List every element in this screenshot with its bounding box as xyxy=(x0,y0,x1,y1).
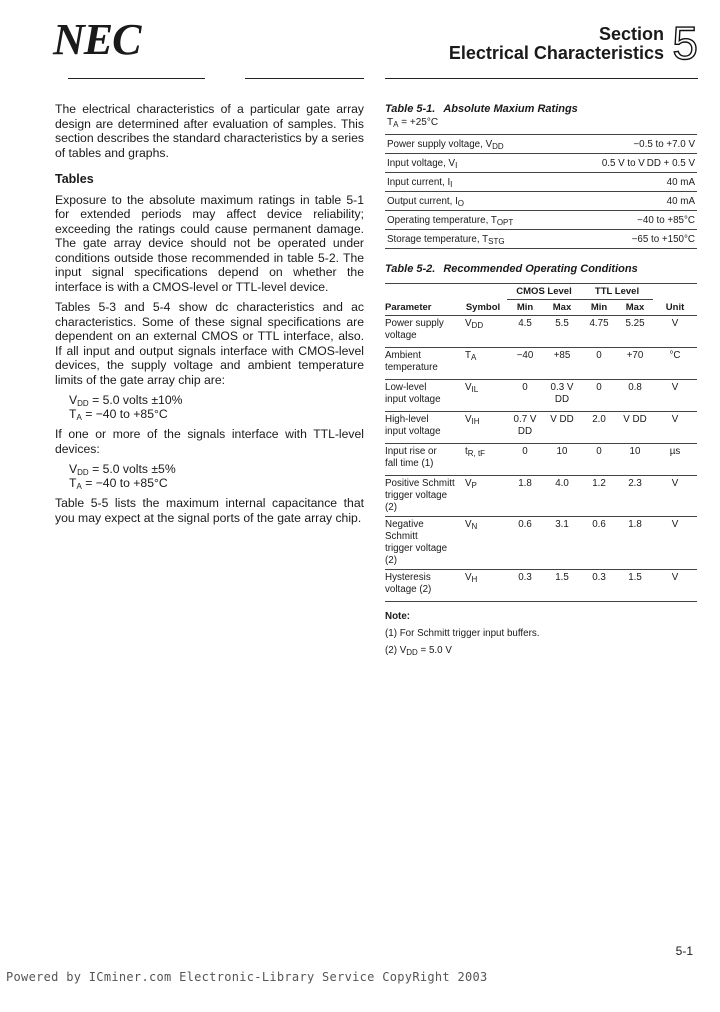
value-cell-cmin: 0 xyxy=(507,444,543,476)
value-cell-cmax: 1.5 xyxy=(543,570,581,602)
table1-row xyxy=(385,211,697,230)
value-cell-tmax: 10 xyxy=(617,444,653,476)
table2-row xyxy=(385,316,697,348)
table2-row xyxy=(385,348,697,380)
table1-condition: $T_A = +25^\circ C$ xyxy=(387,117,439,129)
paragraph-dc-ac: Tables 5-3 and 5-4 show dc characteristics and ac characteristics. Some of these signal specifications are dependent on an external CMOS or TTL interface, also. If all input and output signals interface with CMOS-level devices, the supply voltage and ambient temperature limits of the gate array chip are: xyxy=(55,300,364,387)
table2-row xyxy=(385,517,697,570)
value-cell-tmax: 1.5 xyxy=(617,570,653,602)
table1-row xyxy=(385,135,697,154)
value-cell-unit: V xyxy=(653,517,697,570)
param-cell: Power supply voltage xyxy=(385,316,459,348)
header-symbol: Symbol xyxy=(459,300,507,316)
value-cell-cmax: 0.3 V DD xyxy=(543,380,581,412)
cmos-conditions: $V_{DD} = 5.0$ volts ±10% $T_A = -40$ to +85°C xyxy=(69,393,183,422)
value-cell-cmax: 4.0 xyxy=(543,476,581,517)
section-label: Section xyxy=(598,24,664,44)
table1-caption xyxy=(385,103,697,115)
tables-heading: Tables xyxy=(55,172,94,186)
ttl-vdd: = 5.0 volts ±5% xyxy=(92,462,176,476)
paragraph-ratings: Exposure to the absolute maximum ratings in table 5-1 for extended periods may affect device reliability; exceeding the ratings could cause permanent damage. The gate array device should not be operated under conditions outside those recommended in table 5-2. The input signal specifications depend on whether the interface is with a CMOS-level or TTL-level device. xyxy=(55,192,364,294)
col-cmos-level: CMOS Level xyxy=(507,284,581,300)
param-cell: Hysteresis voltage (2) xyxy=(385,570,459,602)
value-cell-tmax: 2.3 xyxy=(617,476,653,517)
value-cell-cmin: 0.7 V DD xyxy=(507,412,543,444)
header-rule-3 xyxy=(385,78,698,79)
symbol-cell: $V_H$ xyxy=(459,570,507,602)
table1-row xyxy=(385,173,697,192)
table1-label: Input current, $I_I$ xyxy=(385,173,564,192)
value-cell-unit: V xyxy=(653,380,697,412)
header-unit: Unit xyxy=(653,300,697,316)
value-cell-tmax: 0.8 xyxy=(617,380,653,412)
value-cell-unit: V xyxy=(653,476,697,517)
param-cell: Positive Schmitt trigger voltage (2) xyxy=(385,476,459,517)
value-cell-cmax: 5.5 xyxy=(543,316,581,348)
value-cell-unit: V xyxy=(653,570,697,602)
cmos-vdd: = 5.0 volts ±10% xyxy=(92,393,183,407)
table1-value: 0.5 V to V DD + 0.5 V xyxy=(564,154,697,173)
symbol-cell: $V_{IH}$ xyxy=(459,412,507,444)
value-cell-tmin: 0 xyxy=(581,348,617,380)
value-cell-cmax: +85 xyxy=(543,348,581,380)
param-cell: Low-level input voltage xyxy=(385,380,459,412)
note-2: (2) $V_{DD} = 5.0$ V xyxy=(385,645,452,657)
table2-row xyxy=(385,412,697,444)
value-cell-unit: °C xyxy=(653,348,697,380)
header-cmos-min: Min xyxy=(507,300,543,316)
symbol-cell: $V_P$ xyxy=(459,476,507,517)
table1-label: Output current, $I_O$ xyxy=(385,192,564,211)
param-cell: Input rise or fall time (1) xyxy=(385,444,459,476)
table1-row xyxy=(385,154,697,173)
value-cell-unit: V xyxy=(653,316,697,348)
table1-row xyxy=(385,230,697,249)
section-title: Electrical Characteristics xyxy=(448,43,664,63)
table1-value: 40 mA xyxy=(564,173,697,192)
note-heading: Note: xyxy=(385,611,411,622)
symbol-cell: $V_{IL}$ xyxy=(459,380,507,412)
table2-row xyxy=(385,570,697,602)
paragraph-capacitance: Table 5-5 lists the maximum internal capacitance that you may expect at the signal ports of the gate array chip. xyxy=(55,496,364,525)
table2-caption xyxy=(385,263,697,275)
header-ttl-max: Max xyxy=(617,300,653,316)
header-cmos-max: Max xyxy=(543,300,581,316)
cmos-ta: = −40 to +85°C xyxy=(85,407,168,421)
value-cell-tmax: +70 xyxy=(617,348,653,380)
intro-paragraph: The electrical characteristics of a particular gate array design are determined after evaluation of samples. This section describes the standard characteristics by a series of tables and graphs. xyxy=(55,102,364,160)
param-cell: Negative Schmitt trigger voltage (2) xyxy=(385,517,459,570)
nec-logo: NEC xyxy=(53,15,141,64)
table1-value: −40 to +85°C xyxy=(564,211,697,230)
col-parameter xyxy=(385,284,459,300)
value-cell-tmin: 0.3 xyxy=(581,570,617,602)
tables-column xyxy=(385,103,697,661)
table2-title: Recommended Operating Conditions xyxy=(443,263,638,275)
table1-title: Absolute Maxium Ratings xyxy=(443,103,578,115)
value-cell-tmin: 1.2 xyxy=(581,476,617,517)
page-number: 5-1 xyxy=(675,944,693,958)
table2-number: Table 5-2. xyxy=(385,263,436,275)
recommended-conditions-table xyxy=(385,283,697,602)
value-cell-cmin: 4.5 xyxy=(507,316,543,348)
value-cell-cmin: 1.8 xyxy=(507,476,543,517)
note-1: (1) For Schmitt trigger input buffers. xyxy=(385,628,540,639)
ttl-ta: = −40 to +85°C xyxy=(85,476,168,490)
table1-value: −65 to +150°C xyxy=(564,230,697,249)
header-rule-2 xyxy=(245,78,364,79)
value-cell-unit: µs xyxy=(653,444,697,476)
value-cell-tmax: 1.8 xyxy=(617,517,653,570)
symbol-cell: $t_{R, tF}$ xyxy=(459,444,507,476)
param-cell: High-level input voltage xyxy=(385,412,459,444)
value-cell-tmax: V DD xyxy=(617,412,653,444)
value-cell-cmin: 0 xyxy=(507,380,543,412)
value-cell-tmax: 5.25 xyxy=(617,316,653,348)
body-column xyxy=(55,102,364,531)
symbol-cell: $T_A$ xyxy=(459,348,507,380)
value-cell-unit: V xyxy=(653,412,697,444)
symbol-cell: $V_{DD}$ xyxy=(459,316,507,348)
symbol-cell: $V_N$ xyxy=(459,517,507,570)
header-ttl-min: Min xyxy=(581,300,617,316)
value-cell-tmin: 0 xyxy=(581,380,617,412)
value-cell-cmax: V DD xyxy=(543,412,581,444)
section-number: 5 xyxy=(672,17,698,69)
value-cell-cmin: −40 xyxy=(507,348,543,380)
table2-row xyxy=(385,444,697,476)
value-cell-tmin: 0.6 xyxy=(581,517,617,570)
param-cell: Ambient temperature xyxy=(385,348,459,380)
col-ttl-level: TTL Level xyxy=(581,284,653,300)
footer-watermark: Powered by ICminer.com Electronic-Library Service CopyRight 2003 xyxy=(6,970,488,984)
paragraph-ttl: If one or more of the signals interface with TTL-level devices: xyxy=(55,427,364,456)
table1-value: −0.5 to +7.0 V xyxy=(564,135,697,154)
value-cell-cmax: 10 xyxy=(543,444,581,476)
table1-label: Storage temperature, $T_{STG}$ xyxy=(385,230,564,249)
header-parameter: Parameter xyxy=(385,300,459,316)
table1-row xyxy=(385,192,697,211)
value-cell-tmin: 4.75 xyxy=(581,316,617,348)
value-cell-cmin: 0.6 xyxy=(507,517,543,570)
table1-number: Table 5-1. xyxy=(385,103,436,115)
header-rule-1 xyxy=(68,78,205,79)
value-cell-cmin: 0.3 xyxy=(507,570,543,602)
table1-label: Input voltage, $V_I$ xyxy=(385,154,564,173)
table2-row xyxy=(385,476,697,517)
table2-row xyxy=(385,380,697,412)
absolute-max-ratings-table xyxy=(385,134,697,249)
value-cell-tmin: 0 xyxy=(581,444,617,476)
table1-value: 40 mA xyxy=(564,192,697,211)
value-cell-tmin: 2.0 xyxy=(581,412,617,444)
table1-label: Power supply voltage, $V_{DD}$ xyxy=(385,135,564,154)
table2-notes xyxy=(385,610,697,657)
value-cell-cmax: 3.1 xyxy=(543,517,581,570)
ttl-conditions: $V_{DD} = 5.0$ volts ±5% $T_A = -40$ to +85°C xyxy=(69,462,176,491)
table1-label: Operating temperature, $T_{OPT}$ xyxy=(385,211,564,230)
